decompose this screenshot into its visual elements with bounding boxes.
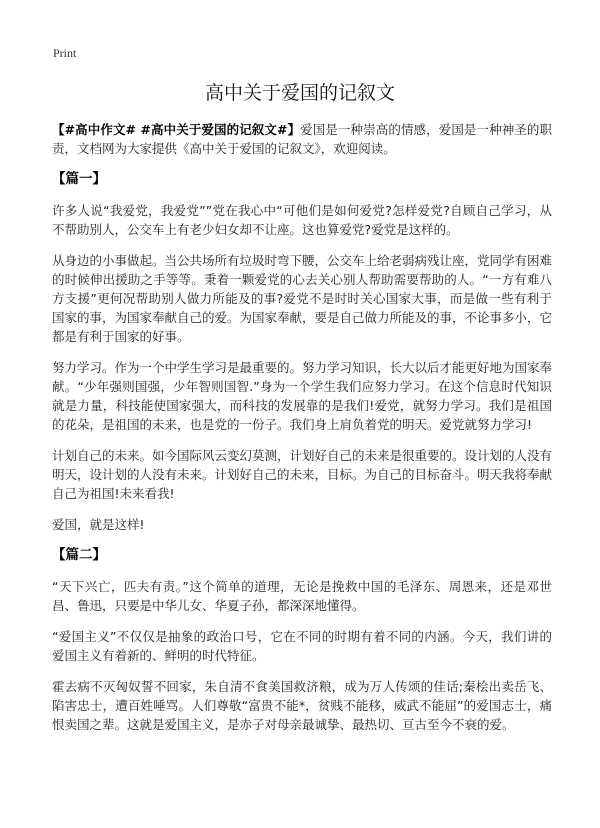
document-title: 高中关于爱国的记叙文 [204,82,395,104]
paragraph: 努力学习。作为一个中学生学习是最重要的。努力学习知识，长大以后才能更好地为国家奉献。“少年强则国强，少年智则国智.”身为一个学生我们应努力学习。在这个信息时代知识就是力量，科技能使国家强大，而科技的发展靠的是我们!爱党，就努力学习。我们是祖国的花朵，是祖国的未来，也是党的一份子。我们身上肩负着党的明天。爱党就努力学习! [52,360,553,432]
section-heading-1: 【篇一】 [52,171,106,187]
paragraph: 爱国，就是这样! [52,517,145,532]
paragraph: 计划自己的未来。如今国际风云变幻莫测，计划好自己的未来是很重要的。设计划的人没有明天，设计划的人没有未来。计划好自己的未来，目标。为自己的目标奋斗。明天我将奉献自己为祖国!未来看我! [52,448,553,501]
document-body [52,120,552,746]
intro-text: 爱国是一种崇高的情感，爱国是一种神圣的职责，文档网为大家提供《高中关于爱国的记叙文》，欢迎阅读。 [52,122,552,156]
paragraph: 从身边的小事做起。当公共场所有垃圾时弯下腰，公交车上给老弱病残让座，党同学有困难的时候伸出援助之手等等。秉着一颗爱党的心去关心别人帮助需要帮助的人。“一方有难八方支援”更何况帮助别人做力所能及的事?爱党不是时时关心国家大事，而是做一些有利于国家的事，为国家奉献自己的爱。为国家奉献，要是自己做力所能及的事，不论事多小，它都是有利于国家的好事。 [52,253,553,344]
paragraph: 许多人说“我爱党，我爱党””党在我心中“可他们是如何爱党?怎样爱党?自顾自己学习，从不帮助别人，公交车上有老少妇女却不让座。这也算爱党?爱党是这样的。 [52,203,552,237]
section-heading-2: 【篇二】 [52,547,106,563]
paragraph: “天下兴亡，匹夫有责。”这个简单的道理，无论是挽救中国的毛泽东、周恩来，还是邓世昌、鲁迅，只要是中华儿女、华夏子孙，都深深地懂得。 [52,579,552,613]
print-label: Print [53,46,77,60]
paragraph: “爱国主义”不仅仅是抽象的政治口号，它在不同的时期有着不同的内涵。今天，我们讲的爱国主义有着新的、鲜明的时代特征。 [52,629,552,663]
intro-paragraph [52,120,552,158]
intro-tag: 【#高中作文# #高中关于爱国的记叙文#】 [52,122,301,137]
paragraph: 霍去病不灭匈奴誓不回家，朱自清不食美国救济粮，成为万人传颂的佳话;秦桧出卖岳飞、陷害忠士，遭百姓唾骂。人们尊敬“富贵不能*，贫贱不能移，威武不能屈”的爱国志士，痛恨卖国之辈。这就是爱国主义，是赤子对母亲最诚挚、最热切、亘古至今不衰的爱。 [52,679,552,732]
